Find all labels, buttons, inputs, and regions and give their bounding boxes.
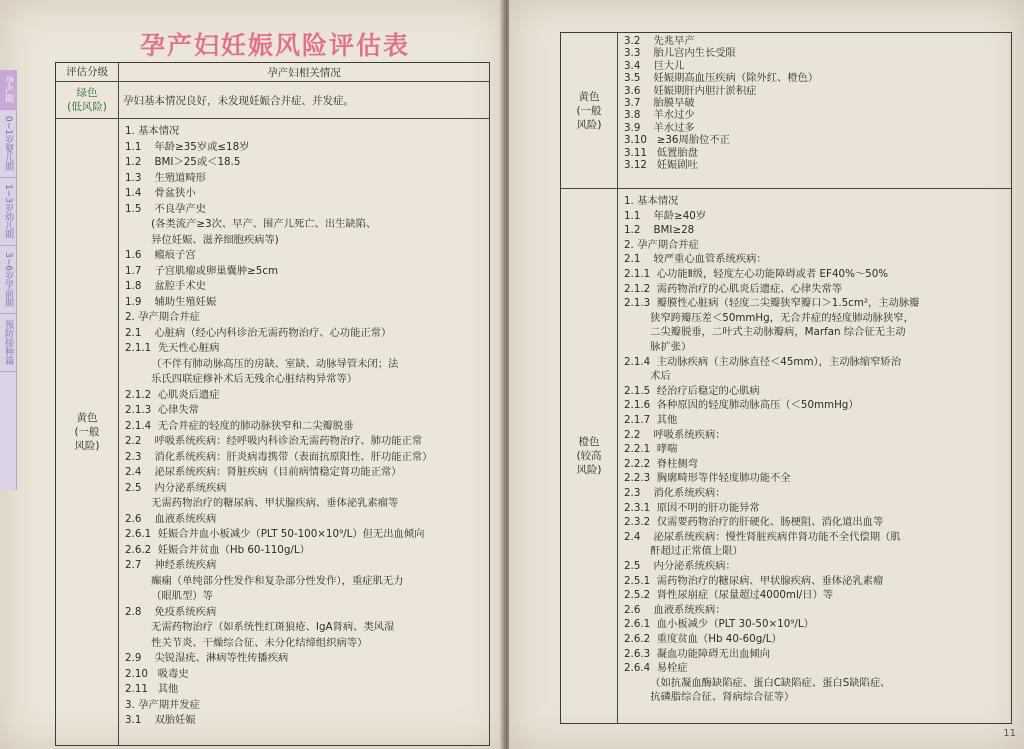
- list-item: 3.7 胎膜早破: [624, 97, 695, 109]
- list-item: 抗磷脂综合征、肾病综合征等）: [624, 691, 795, 704]
- list-item: 2.1.2 需药物治疗的心肌炎后遗症、心律失常等: [624, 282, 843, 295]
- list-item: 3.2 先兆早产: [624, 35, 695, 47]
- list-item: 癫痫（单纯部分性发作和复杂部分性发作），重症肌无力: [125, 574, 404, 587]
- list-item: 2.5.1 需药物治疗的糖尿病、甲状腺疾病、垂体泌乳素瘤: [624, 574, 884, 587]
- green-row: [56, 82, 489, 119]
- yellow-desc: [119, 119, 489, 745]
- list-item: 2.4 泌尿系统疾病：肾脏疾病（目前病情稳定肾功能正常）: [125, 466, 402, 478]
- list-item: 1.2 BMI≥28: [624, 224, 695, 237]
- list-item: 乐氏四联症修补术后无残余心脏结构异常等）: [125, 373, 358, 385]
- list-item: 1.3 生殖道畸形: [125, 171, 206, 184]
- list-item: 2.6.1 血小板减少（PLT 30-50×10⁹/L）: [624, 618, 814, 631]
- list-item: 3.11 低置胎盘: [624, 146, 698, 159]
- list-item: 2.3 消化系统疾病：肝炎病毒携带（表面抗原阳性、肝功能正常）: [125, 450, 433, 463]
- list-item: 3.4 巨大儿: [624, 59, 685, 72]
- level-yellow: 黄色 (一般 风险): [561, 33, 618, 188]
- list-item: 2.1.6 各种原因的轻度肺动脉高压（＜50mmHg）: [624, 399, 859, 412]
- list-item: 无需药物治疗（如系统性红斑狼疮、IgA肾病、类风湿: [125, 621, 395, 633]
- list-item: 2.2.2 脊柱侧弯: [624, 457, 698, 470]
- list-item: 1.6 瘢痕子宫: [125, 249, 196, 261]
- list-item: 3.8 羊水过少: [624, 109, 695, 122]
- list-item: 3.5 妊娠期高血压疾病（除外红、橙色）: [624, 72, 819, 85]
- side-tab-strip: [0, 70, 17, 490]
- list-item: 无需药物治疗的糖尿病、甲状腺疾病、垂体泌乳素瘤等: [125, 497, 399, 509]
- list-item: 2.9 尖锐湿疣、淋病等性传播疾病: [125, 652, 289, 664]
- list-item: 2.3.1 原因不明的肝功能异常: [624, 501, 760, 514]
- list-item: （不伴有肺动脉高压的房缺、室缺、动脉导管未闭；法: [125, 357, 399, 370]
- header-level: 评估分级: [56, 63, 119, 81]
- list-item: 2.6.4 易栓症: [624, 662, 688, 675]
- list-item: 1.4 骨盆狭小: [125, 187, 196, 199]
- list-item: 狭窄跨瓣压差＜50mmHg，无合并症的轻度肺动脉狭窄，: [624, 311, 914, 324]
- list-item: 2.1.3 瓣膜性心脏病（轻度二尖瓣狭窄瓣口＞1.5cm²，主动脉瓣: [624, 297, 920, 310]
- page-title: 孕产妇妊娠风险评估表: [140, 31, 411, 60]
- list-item: 2.2.3 胸廓畸形等伴轻度肺功能不全: [624, 472, 791, 485]
- list-item: 2.1.1 心功能Ⅱ级，轻度左心功能障碍或者 EF40%～50%: [624, 268, 889, 280]
- list-item: 3.12 妊娠剧吐: [624, 159, 698, 171]
- green-desc: 孕妇基本情况良好，未发现妊娠合并症、并发症。: [123, 94, 354, 107]
- page-number: 11: [1003, 728, 1016, 739]
- list-item: 2.6 血液系统疾病: [125, 512, 217, 525]
- header-desc: 孕产妇相关情况: [267, 66, 341, 79]
- list-item: 1.7 子宫肌瘤或卵巢囊肿≥5cm: [125, 264, 279, 277]
- list-item: 1. 基本情况: [125, 125, 180, 137]
- list-item: 1.5 不良孕产史: [125, 202, 206, 215]
- list-item: 3.10 ≥36周胎位不正: [624, 134, 730, 147]
- list-item: 2.2 呼吸系统疾病：经呼吸内科诊治无需药物治疗、肺功能正常: [125, 435, 423, 447]
- list-item: 2.2.1 哮喘: [624, 443, 678, 456]
- list-item: 2.6 血液系统疾病：: [624, 603, 726, 616]
- list-item: 1.8 盆腔手术史: [125, 280, 206, 292]
- list-item: （如抗凝血酶缺陷症、蛋白C缺陷症、蛋白S缺陷症、: [624, 676, 891, 689]
- list-item: 2.1.5 经治疗后稳定的心肌病: [624, 384, 760, 397]
- right-page: [509, 0, 1024, 749]
- list-item: （眼肌型）等: [125, 590, 213, 602]
- list-item: 2. 孕产期合并症: [624, 238, 699, 251]
- list-item: 性关节炎、干燥综合征、未分化结缔组织病等）: [125, 636, 368, 649]
- level-green: 绿色 (低风险): [56, 82, 119, 118]
- list-item: 3.6 妊娠期肝内胆汁淤积症: [624, 84, 757, 97]
- list-item: 1.1 年龄≥35岁或≤18岁: [125, 140, 250, 153]
- side-tab-item[interactable]: 孕产期: [0, 70, 17, 110]
- list-item: 1. 基本情况: [624, 195, 679, 207]
- list-item: (各类流产≥3次、早产、围产儿死亡、出生缺陷、: [125, 218, 377, 230]
- list-item: 3.1 双胎妊娠: [125, 714, 196, 726]
- level-orange: 橙色 (较高 风险): [561, 189, 618, 723]
- list-item: 1.9 辅助生殖妊娠: [125, 295, 217, 308]
- list-item: 2.5.2 肾性尿崩症（尿量超过4000ml/日）等: [624, 589, 834, 602]
- list-item: 2.6.3 凝血功能障碍无出血倾向: [624, 647, 771, 660]
- side-tab-item[interactable]: 3~6岁学前期: [0, 246, 17, 314]
- list-item: 3.9 羊水过多: [624, 121, 695, 134]
- list-item: 2.6.2 重度贫血（Hb 40-60g/L）: [624, 633, 782, 645]
- list-item: 2.3 消化系统疾病：: [624, 487, 726, 499]
- left-page: [0, 0, 505, 749]
- list-item: 3. 孕产期并发症: [125, 698, 200, 711]
- list-item: 2.1.1 先天性心脏病: [125, 342, 220, 354]
- list-item: 1.1 年龄≥40岁: [624, 209, 707, 222]
- risk-table-left: [55, 62, 490, 746]
- yellow-cont-desc: [618, 33, 1011, 188]
- list-item: 2.8 免疫系统疾病: [125, 605, 217, 618]
- orange-row: [561, 189, 1011, 723]
- level-yellow: 黄色 (一般 风险): [56, 119, 119, 745]
- list-item: 2.11 其他: [125, 683, 179, 695]
- list-item: 2.1 较严重心血管系统疾病：: [624, 253, 767, 266]
- list-item: 二尖瓣脱垂，二叶式主动脉瓣病，Marfan 综合征无主动: [624, 326, 906, 339]
- list-item: 2.1.2 心肌炎后遗症: [125, 388, 220, 401]
- list-item: 脉扩张）: [624, 341, 692, 353]
- list-item: 术后: [624, 370, 671, 383]
- list-item: 2.1.7 其他: [624, 414, 678, 426]
- yellow-cont-row: [561, 33, 1011, 189]
- list-item: 2.2 呼吸系统疾病：: [624, 428, 726, 441]
- list-item: 异位妊娠、滋养细胞疾病等): [125, 233, 279, 246]
- list-item: 酐超过正常值上限）: [624, 545, 743, 558]
- list-item: 2.1.3 心律失常: [125, 404, 199, 416]
- list-item: 2.6.2 妊娠合并贫血（Hb 60-110g/L）: [125, 543, 310, 556]
- side-tab-item[interactable]: 0~1岁婴儿期: [0, 110, 17, 178]
- list-item: 2.5 内分泌系统疾病: [125, 481, 227, 494]
- list-item: 2.1 心脏病（经心内科诊治无需药物治疗、心功能正常）: [125, 326, 392, 339]
- list-item: 2.5 内分泌系统疾病：: [624, 560, 736, 572]
- list-item: 2.7 神经系统疾病: [125, 559, 217, 571]
- list-item: 2.6.1 妊娠合并血小板减少（PLT 50-100×10⁹/L）但无出血倾向: [125, 528, 425, 540]
- list-item: 2. 孕产期合并症: [125, 311, 200, 323]
- list-item: 2.1.4 主动脉疾病（主动脉直径＜45mm），主动脉缩窄矫治: [624, 355, 901, 368]
- risk-table-right: [560, 32, 1012, 724]
- list-item: 2.4 泌尿系统疾病：慢性肾脏疾病伴肾功能不全代偿期（肌: [624, 530, 901, 543]
- orange-desc: [618, 189, 1011, 723]
- list-item: 2.10 吸毒史: [125, 667, 189, 680]
- yellow-row: [56, 119, 489, 745]
- list-item: 3.3 胎儿宫内生长受限: [624, 47, 736, 60]
- side-tab-item[interactable]: 预防接种篇: [0, 314, 17, 372]
- table-header-row: [56, 63, 489, 82]
- list-item: 2.3.2 仅需要药物治疗的肝硬化、肠梗阻、消化道出血等: [624, 516, 884, 529]
- list-item: 2.1.4 无合并症的轻度的肺动脉狭窄和二尖瓣脱垂: [125, 419, 354, 432]
- list-item: 1.2 BMI＞25或＜18.5: [125, 156, 241, 168]
- side-tab-item[interactable]: 1~3岁幼儿期: [0, 178, 17, 246]
